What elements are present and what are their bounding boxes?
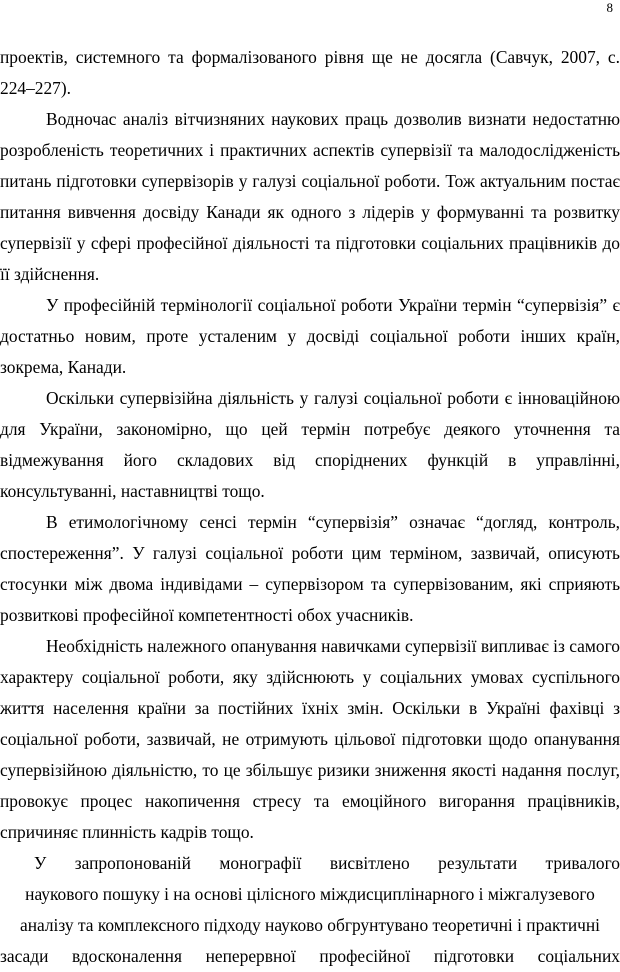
paragraph: В етимологічному сенсі термін “супервізія” означає “догляд, контроль, спостереження”. У галузі соціальної роботи цим терміном, зазвичай, описують стосунки між двома індивідами – супервізором та супервізованим, які сприяють розвиткові професійної компетентності обох учасників. [0,512,620,625]
centered-line: засади вдосконалення неперервної професійної підготовки соціальних [0,946,620,966]
paragraph: У професійній термінології соціальної роботи України термін “супервізія” є достатньо новим, проте усталеним у досвіді соціальної роботи інших країн, зокрема, Канади. [0,295,620,377]
paragraph-continuation: проектів, системного та формалізованого рівня ще не досягла (Савчук, 2007, с. 224–227). [0,47,620,98]
centered-line: наукового пошуку і на основі цілісного міждисциплінарного і міжгалузевого [25,884,595,904]
body-text [0,42,620,972]
paragraph: Водночас аналіз вітчизняних наукових праць дозволив визнати недостатню розробленість теоретичних і практичних аспектів супервізії та малодослідженість питань підготовки супервізорів у галузі соціальної роботи. Тож актуальним постає питання вивчення досвіду Канади як одного з лідерів у формуванні та розвитку супервізії у сфері професійної діяльності та підготовки соціальних працівників до її здійснення. [0,109,620,284]
paragraph-centered [0,848,620,972]
paragraph: Оскільки супервізійна діяльність у галузі соціальної роботи є інноваційною для України, закономірно, що цей термін потребує деякого уточнення та відмежування його складових від споріднених функцій в управлінні, консультуванні, наставництві тощо. [0,388,620,501]
paragraph: Необхідність належного опанування навичками супервізії випливає із самого характеру соціальної роботи, яку здійснюють у соціальних умовах суспільного життя населення країни за постійних їхніх змін. Оскільки в Україні фахівці з соціальної роботи, зазвичай, не отримують цільової підготовки щодо опанування супервізійною діяльністю, то це збільшує ризики зниження якості надання послуг, провокує процес накопичення стресу та емоційного вигорання працівників, спричиняє плинність кадрів тощо. [0,636,620,842]
centered-line: У запропонованій монографії висвітлено результати тривалого [34,853,620,873]
centered-line: аналізу та комплексного підходу науково обгрунтувано теоретичні і практичні [19,915,601,935]
page-number: 8 [606,0,613,15]
